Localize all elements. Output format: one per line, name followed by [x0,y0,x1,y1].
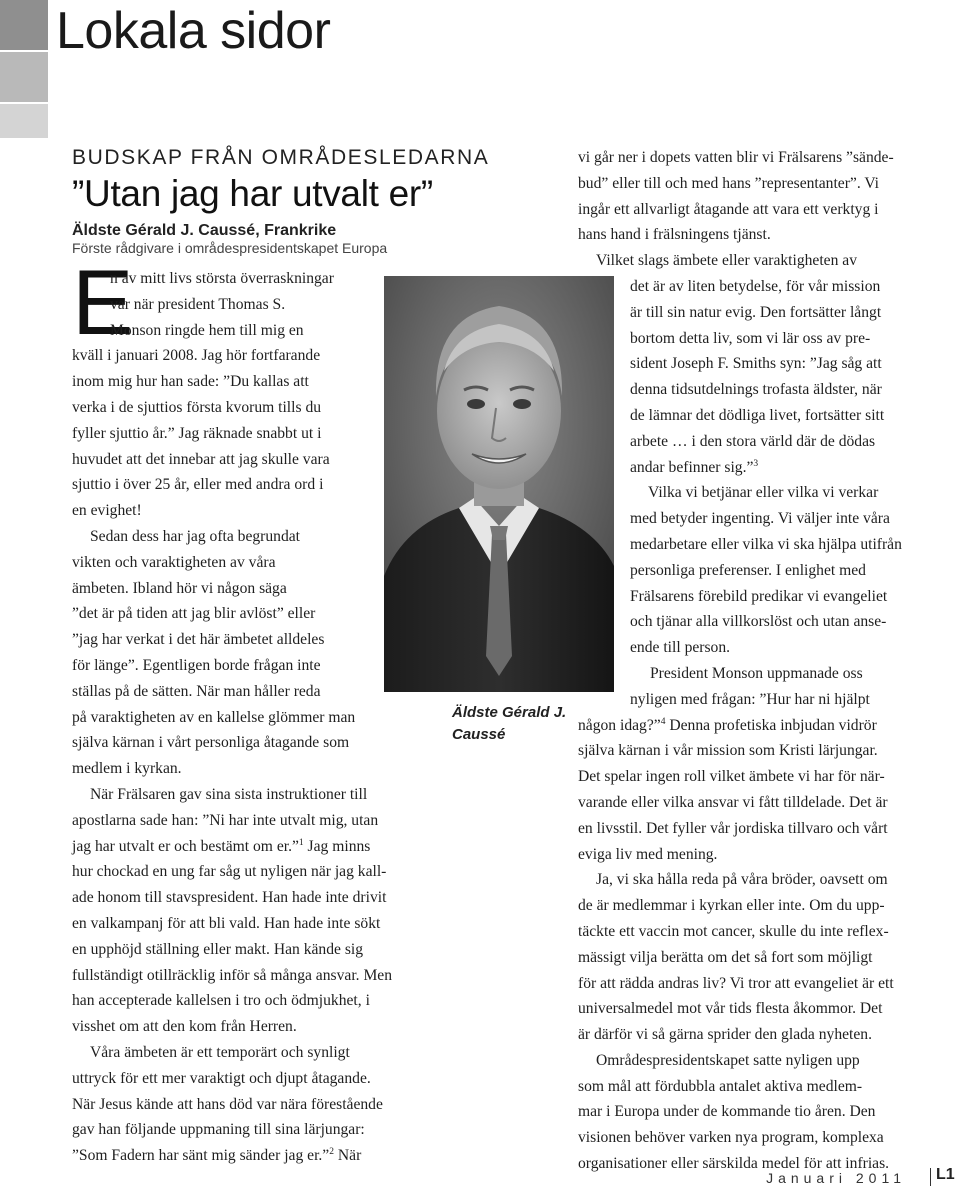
text-run: någon idag?” [578,716,661,734]
text-line: Områdespresidentskapet satte nyligen upp [596,1051,860,1069]
text-line: han accepterade kallelsen i tro och ödmjukhet, i [72,992,370,1010]
text-line: sjuttio i över 25 år, eller med andra ord i [72,476,324,494]
text-line: personliga preferenser. I enlighet med [630,561,866,579]
text-line: det är av liten betydelse, för vår mission [630,277,881,295]
text-line: själva kärnan i vår mission som Kristi lärjungar. [578,742,878,760]
text-line: själva kärnan i vårt personliga åtagande som [72,734,350,752]
text-line: Vilka vi betjänar eller vilka vi verkar [648,484,879,502]
text-line: vikten och varaktigheten av våra [72,553,276,571]
text-line: för att rädda andras liv? Vi tror att evangeliet är ett [578,974,894,992]
footnote-ref: 3 [753,458,759,469]
text-line [72,834,432,860]
text-line: n av mitt livs största överraskningar [110,270,334,287]
text-run: När [333,1147,362,1165]
text-line: eviga liv med mening. [578,845,718,863]
text-line: fullständigt otillräcklig inför så många ansvar. Men [72,966,393,984]
text-line: Våra ämbeten är ett temporärt och synligt [90,1043,350,1061]
text-line: medlem i kyrkan. [72,760,182,778]
text-line: hans hand i frälsningens tjänst. [578,226,771,244]
page-number: L1 [936,1166,955,1183]
text-line: nyligen med frågan: ”Hur har ni hjälpt [630,690,870,708]
decor-square [0,0,48,50]
text-line: När Jesus kände att hans död var nära förestående [72,1095,383,1113]
footnote-ref: 1 [298,837,304,848]
text-line: President Monson uppmanade oss [650,664,863,682]
text-line: de lämnar det dödliga livet, fortsätter sitt [630,406,885,424]
text-line [578,455,938,481]
text-line: Vilket slags ämbete eller varaktigheten av [596,252,858,270]
footnote-ref: 2 [329,1147,334,1158]
text-line: en evighet! [72,502,142,520]
text-line: Monson ringde hem till mig en [110,321,304,339]
text-line: ”jag har verkat i det här ämbetet alldeles [72,631,325,649]
text-line: inom mig hur han sade: ”Du kallas att [72,373,309,391]
text-line: Det spelar ingen roll vilket ämbete vi har för när- [578,768,885,786]
author-name: Äldste Gérald J. Caussé, Frankrike [72,222,337,239]
drop-cap: E [72,266,134,344]
text-line: uttryck för ett mer varaktigt och djupt åtagande. [72,1069,371,1087]
text-line: de är medlemmar i kyrkan eller inte. Om du upp- [578,897,885,915]
text-line: ade honom till stavspresident. Han hade inte drivit [72,889,387,907]
text-line: Ja, vi ska hålla reda på våra bröder, oavsett om [596,871,888,889]
text-line: ingår ett allvarligt åtagande att vara ett verktyg i [578,200,879,218]
decor-square [0,52,48,102]
text-line: verka i de sjuttios första kvorum tills du [72,398,322,416]
text-line: på varaktigheten av en kallelse glömmer man [72,708,356,726]
text-line: är till sin natur evig. Den fortsätter långt [630,303,882,321]
author-role: Förste rådgivare i områdespresidentskapet Europa [72,240,388,256]
text-line: fyller sjuttio år.” Jag räknade snabbt ut i [72,424,322,442]
text-line: apostlarna sade han: ”Ni har inte utvalt mig, utan [72,811,379,829]
text-line: varande eller vilka ansvar vi fått tilldelade. Det är [578,793,888,811]
text-line: ämbeten. Ibland hör vi någon säga [72,579,287,597]
text-line [72,1143,432,1169]
text-line: är därför vi så gärna sprider den glada nyheten. [578,1026,872,1044]
text-line: mässigt vilja berätta om det så fort som möjligt [578,948,873,966]
footnote-ref: 4 [660,716,666,727]
article-column-left [72,266,432,1169]
text-run: andar befinner sig.” [630,458,754,476]
text-run: Jag minns [303,837,371,855]
text-line: visshet om att den kom från Herren. [72,1018,297,1036]
text-line: ”det är på tiden att jag blir avlöst” eller [72,605,316,623]
decor-square [0,104,48,138]
text-line: organisationer eller särskilda medel för att infrias. [578,1155,890,1173]
text-line: mar i Europa under de kommande tio åren. Den [578,1103,876,1121]
text-line: universalmedel mot vår tids flesta åkommor. Det [578,1000,883,1018]
text-line: Sedan dess har jag ofta begrundat [90,527,301,545]
text-line: medarbetare eller vilka vi ska hjälpa utifrån [630,535,902,553]
text-line: gav han följande uppmaning till sina lärjungar: [72,1121,365,1139]
page-title: Lokala sidor [56,2,331,60]
text-line: var när president Thomas S. [110,295,286,313]
text-run: jag har utvalt er och bestämt om er.” [72,837,299,855]
text-line: huvudet att det innebar att jag skulle vara [72,450,330,468]
section-label: BUDSKAP FRÅN OMRÅDESLEDARNA [72,146,490,169]
text-line: visionen behöver varken nya program, komplexa [578,1129,884,1147]
text-line: en upphöjd ställning eller makt. Han kände sig [72,940,364,958]
text-line: bud” eller till och med hans ”representanter”. Vi [578,174,880,192]
text-line: sident Joseph F. Smiths syn: ”Jag såg att [630,355,882,373]
text-line: Frälsarens förebild predikar vi evangeliet [630,587,888,605]
text-line: arbete … i den stora värld där de dödas [630,432,876,450]
text-run: Denna profetiska inbjudan vidrör [665,716,877,734]
text-line: ställas på de sätten. När man håller reda [72,682,321,700]
text-line: vi går ner i dopets vatten blir vi Frälsarens ”sände- [578,149,894,166]
footer-divider [930,1168,931,1186]
footer-date: Januari 2011 [766,1170,906,1186]
text-run: ”Som Fadern har sänt mig sänder jag er.” [72,1147,330,1165]
text-line: en valkampanj för att bli vald. Han hade inte sökt [72,914,381,932]
text-line: När Frälsaren gav sina sista instruktioner till [90,785,368,803]
photo-caption: Äldste Gérald J. Caussé [452,704,567,743]
text-line: kväll i januari 2008. Jag hör fortfarande [72,347,321,365]
text-line: en livsstil. Det fyller vår jordiska tillvaro och vårt [578,819,888,837]
text-line: bortom detta liv, som vi lär oss av pre- [630,329,871,347]
text-line: och tjänar alla villkorslöst och utan anse- [630,613,887,631]
article-headline: ”Utan jag har utvalt er” [72,173,433,214]
text-line [578,713,938,739]
text-line: med betyder ingenting. Vi väljer inte våra [630,510,890,528]
text-line: hur chockad en ung far såg ut nyligen när jag kall- [72,863,387,881]
text-line: täckte ett vaccin mot cancer, skulle du inte reflex- [578,922,889,940]
text-line: för länge”. Egentligen borde frågan inte [72,656,321,674]
text-line: ende till person. [630,639,731,657]
article-column-right [578,145,938,1177]
text-line: denna tidsutdelnings trofasta äldster, när [630,381,882,399]
text-line: som mål att fördubbla antalet aktiva medlem- [578,1077,863,1095]
